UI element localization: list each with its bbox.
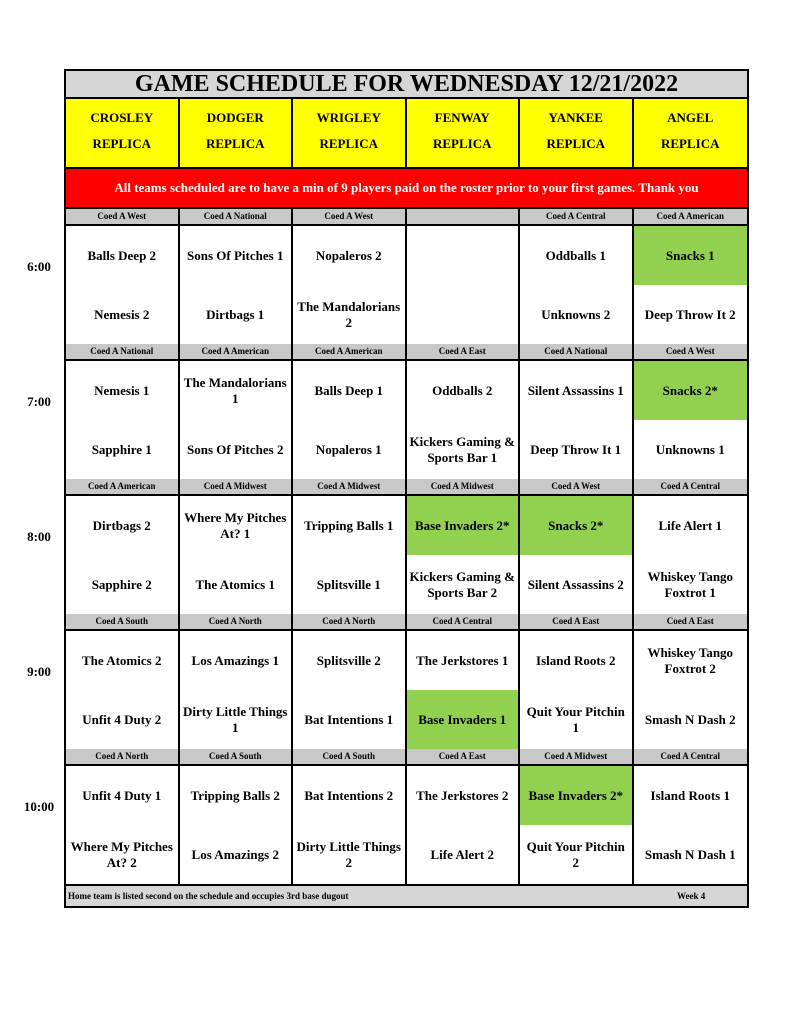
time-label: 10:00 bbox=[23, 799, 55, 814]
division-row bbox=[64, 614, 749, 631]
division-label: Coed A Midwest bbox=[180, 479, 294, 494]
division-label: Coed A East bbox=[666, 616, 714, 626]
home-team-cell: The Mandalorians 2 bbox=[293, 285, 407, 344]
home-team-cell: Unknowns 2 bbox=[520, 285, 634, 344]
field-header-row bbox=[64, 99, 749, 169]
away-team-cell: Whiskey Tango Foxtrot 2 bbox=[647, 644, 734, 676]
division-label: Coed A East bbox=[407, 344, 521, 359]
home-team-cell: Unfit 4 Duty 2 bbox=[66, 690, 180, 749]
home-team-cell: Quit Your Pitchin 1 bbox=[520, 690, 634, 749]
home-team-cell: Dirtbags 1 bbox=[180, 285, 294, 344]
field-angel bbox=[634, 99, 748, 167]
away-team-cell: Oddballs 2 bbox=[407, 361, 521, 420]
away-team-cell: Bat Intentions 2 bbox=[293, 766, 407, 825]
division-row bbox=[64, 344, 749, 361]
footer-note: Home team is listed second on the schedule and occupies 3rd base dugout bbox=[68, 891, 349, 901]
division-label: Coed A Midwest bbox=[293, 479, 407, 494]
home-team-cell: Where My Pitches At? 2 bbox=[66, 825, 180, 884]
field-name: FENWAY bbox=[434, 110, 490, 125]
away-team-cell: Tripping Balls 1 bbox=[293, 496, 407, 555]
home-team-cell: Bat Intentions 1 bbox=[293, 690, 407, 749]
games-grid bbox=[64, 631, 749, 749]
home-team-cell: Dirty Little Things 2 bbox=[293, 825, 407, 884]
time-block bbox=[27, 209, 749, 344]
roster-notice: All teams scheduled are to have a min of 9 players paid on the roster prior to your first games. Thank you bbox=[64, 169, 749, 209]
home-team-cell: Los Amazings 2 bbox=[180, 825, 294, 884]
away-team-cell: The Jerkstores 1 bbox=[407, 631, 521, 690]
division-label: Coed A East bbox=[407, 749, 521, 764]
home-team-cell: Sapphire 2 bbox=[66, 555, 180, 614]
field-sub: REPLICA bbox=[546, 136, 605, 151]
away-team-cell: Base Invaders 2* bbox=[520, 766, 634, 825]
home-team-cell bbox=[407, 285, 521, 344]
division-label: Coed A West bbox=[293, 209, 407, 224]
time-block bbox=[27, 614, 749, 749]
division-label: Coed A North bbox=[180, 614, 294, 629]
away-team-cell bbox=[407, 226, 521, 285]
home-team-cell: Kickers Gaming & Sports Bar 2 bbox=[407, 555, 521, 614]
division-label: Coed A National bbox=[180, 209, 294, 224]
division-label: Coed A Midwest bbox=[407, 479, 521, 494]
field-sub: REPLICA bbox=[432, 136, 492, 151]
games-grid bbox=[64, 226, 749, 344]
field-yankee bbox=[520, 99, 634, 167]
division-label: Coed A American bbox=[66, 479, 180, 494]
home-team-cell: Silent Assassins 2 bbox=[520, 555, 634, 614]
away-team-cell: The Jerkstores 2 bbox=[407, 766, 521, 825]
division-row bbox=[64, 749, 749, 766]
division-label: Coed A North bbox=[66, 749, 180, 764]
away-team-cell: Unfit 4 Duty 1 bbox=[66, 766, 180, 825]
time-label: 8:00 bbox=[27, 529, 51, 544]
home-team-cell: Nopaleros 1 bbox=[293, 420, 407, 479]
away-team-cell: Life Alert 1 bbox=[658, 517, 723, 533]
schedule-footer bbox=[64, 884, 749, 908]
home-team-cell: Splitsville 1 bbox=[293, 555, 407, 614]
division-label: Coed A South bbox=[180, 749, 294, 764]
away-team-cell: Nemesis 1 bbox=[66, 361, 180, 420]
division-label: Coed A National bbox=[520, 344, 634, 359]
division-label: Coed A Central bbox=[407, 614, 521, 629]
field-sub: REPLICA bbox=[319, 136, 378, 151]
field-name: ANGEL bbox=[667, 110, 714, 125]
home-team-cell: Smash N Dash 1 bbox=[644, 846, 736, 862]
games-grid bbox=[64, 496, 749, 614]
away-team-cell: Base Invaders 2* bbox=[407, 496, 521, 555]
time-label: 7:00 bbox=[27, 394, 51, 409]
division-label: Coed A American bbox=[656, 211, 724, 221]
away-team-cell: Los Amazings 1 bbox=[180, 631, 294, 690]
away-team-cell: Island Roots 1 bbox=[650, 787, 730, 803]
time-block bbox=[27, 479, 749, 614]
time-block bbox=[23, 749, 749, 884]
home-team-cell: Dirty Little Things 1 bbox=[180, 690, 294, 749]
home-team-cell: Base Invaders 1 bbox=[407, 690, 521, 749]
home-team-cell: Whiskey Tango Foxtrot 1 bbox=[647, 568, 734, 600]
schedule-sheet bbox=[23, 69, 749, 908]
away-team-cell: Tripping Balls 2 bbox=[180, 766, 294, 825]
division-label: Coed A South bbox=[293, 749, 407, 764]
away-team-cell: The Atomics 2 bbox=[66, 631, 180, 690]
field-name: WRIGLEY bbox=[316, 110, 381, 125]
division-label: Coed A American bbox=[293, 344, 407, 359]
division-label bbox=[407, 209, 521, 224]
home-team-cell: Sons Of Pitches 2 bbox=[180, 420, 294, 479]
division-label: Coed A South bbox=[66, 614, 180, 629]
away-team-cell: Dirtbags 2 bbox=[66, 496, 180, 555]
home-team-cell: Smash N Dash 2 bbox=[644, 711, 736, 727]
field-name: CROSLEY bbox=[90, 110, 154, 125]
field-fenway bbox=[407, 99, 521, 167]
division-label: Coed A Central bbox=[660, 481, 720, 491]
division-label: Coed A Central bbox=[660, 751, 720, 761]
home-team-cell: Life Alert 2 bbox=[407, 825, 521, 884]
away-team-cell: Snacks 2* bbox=[634, 361, 748, 420]
away-team-cell: Splitsville 2 bbox=[293, 631, 407, 690]
away-team-cell: Snacks 1 bbox=[634, 226, 748, 285]
division-label: Coed A West bbox=[520, 479, 634, 494]
away-team-cell: Island Roots 2 bbox=[520, 631, 634, 690]
home-team-cell: Deep Throw It 1 bbox=[520, 420, 634, 479]
away-team-cell: Balls Deep 1 bbox=[293, 361, 407, 420]
games-grid bbox=[64, 766, 749, 884]
division-label: Coed A North bbox=[293, 614, 407, 629]
home-team-cell: Deep Throw It 2 bbox=[644, 306, 736, 322]
division-label: Coed A American bbox=[180, 344, 294, 359]
division-label: Coed A East bbox=[520, 614, 634, 629]
time-block bbox=[27, 344, 749, 479]
division-label: Coed A West bbox=[66, 209, 180, 224]
away-team-cell: Snacks 2* bbox=[520, 496, 634, 555]
away-team-cell: The Mandalorians 1 bbox=[180, 361, 294, 420]
field-sub: REPLICA bbox=[205, 136, 265, 151]
time-label: 6:00 bbox=[27, 259, 51, 274]
division-label: Coed A West bbox=[665, 346, 715, 356]
field-sub: REPLICA bbox=[660, 136, 720, 151]
home-team-cell: Sapphire 1 bbox=[66, 420, 180, 479]
away-team-cell: Nopaleros 2 bbox=[293, 226, 407, 285]
away-team-cell: Oddballs 1 bbox=[520, 226, 634, 285]
field-sub: REPLICA bbox=[92, 136, 151, 151]
division-label: Coed A Midwest bbox=[520, 749, 634, 764]
home-team-cell: Kickers Gaming & Sports Bar 1 bbox=[407, 420, 521, 479]
away-team-cell: Sons Of Pitches 1 bbox=[180, 226, 294, 285]
schedule-blocks bbox=[23, 209, 749, 884]
games-grid bbox=[64, 361, 749, 479]
field-name: DODGER bbox=[206, 110, 264, 125]
division-label: Coed A National bbox=[66, 344, 180, 359]
field-name: YANKEE bbox=[548, 110, 603, 125]
division-label: Coed A Central bbox=[520, 209, 634, 224]
page-title: GAME SCHEDULE FOR WEDNESDAY 12/21/2022 bbox=[64, 69, 749, 99]
field-wrigley bbox=[293, 99, 407, 167]
field-crosley bbox=[66, 99, 180, 167]
home-team-cell: The Atomics 1 bbox=[180, 555, 294, 614]
away-team-cell: Where My Pitches At? 1 bbox=[180, 496, 294, 555]
division-row bbox=[64, 209, 749, 226]
week-label: Week 4 bbox=[677, 891, 706, 901]
home-team-cell: Quit Your Pitchin 2 bbox=[520, 825, 634, 884]
division-row bbox=[64, 479, 749, 496]
away-team-cell: Silent Assassins 1 bbox=[520, 361, 634, 420]
field-dodger bbox=[180, 99, 294, 167]
time-label: 9:00 bbox=[27, 664, 51, 679]
home-team-cell: Nemesis 2 bbox=[66, 285, 180, 344]
home-team-cell: Unknowns 1 bbox=[655, 441, 725, 457]
away-team-cell: Balls Deep 2 bbox=[66, 226, 180, 285]
